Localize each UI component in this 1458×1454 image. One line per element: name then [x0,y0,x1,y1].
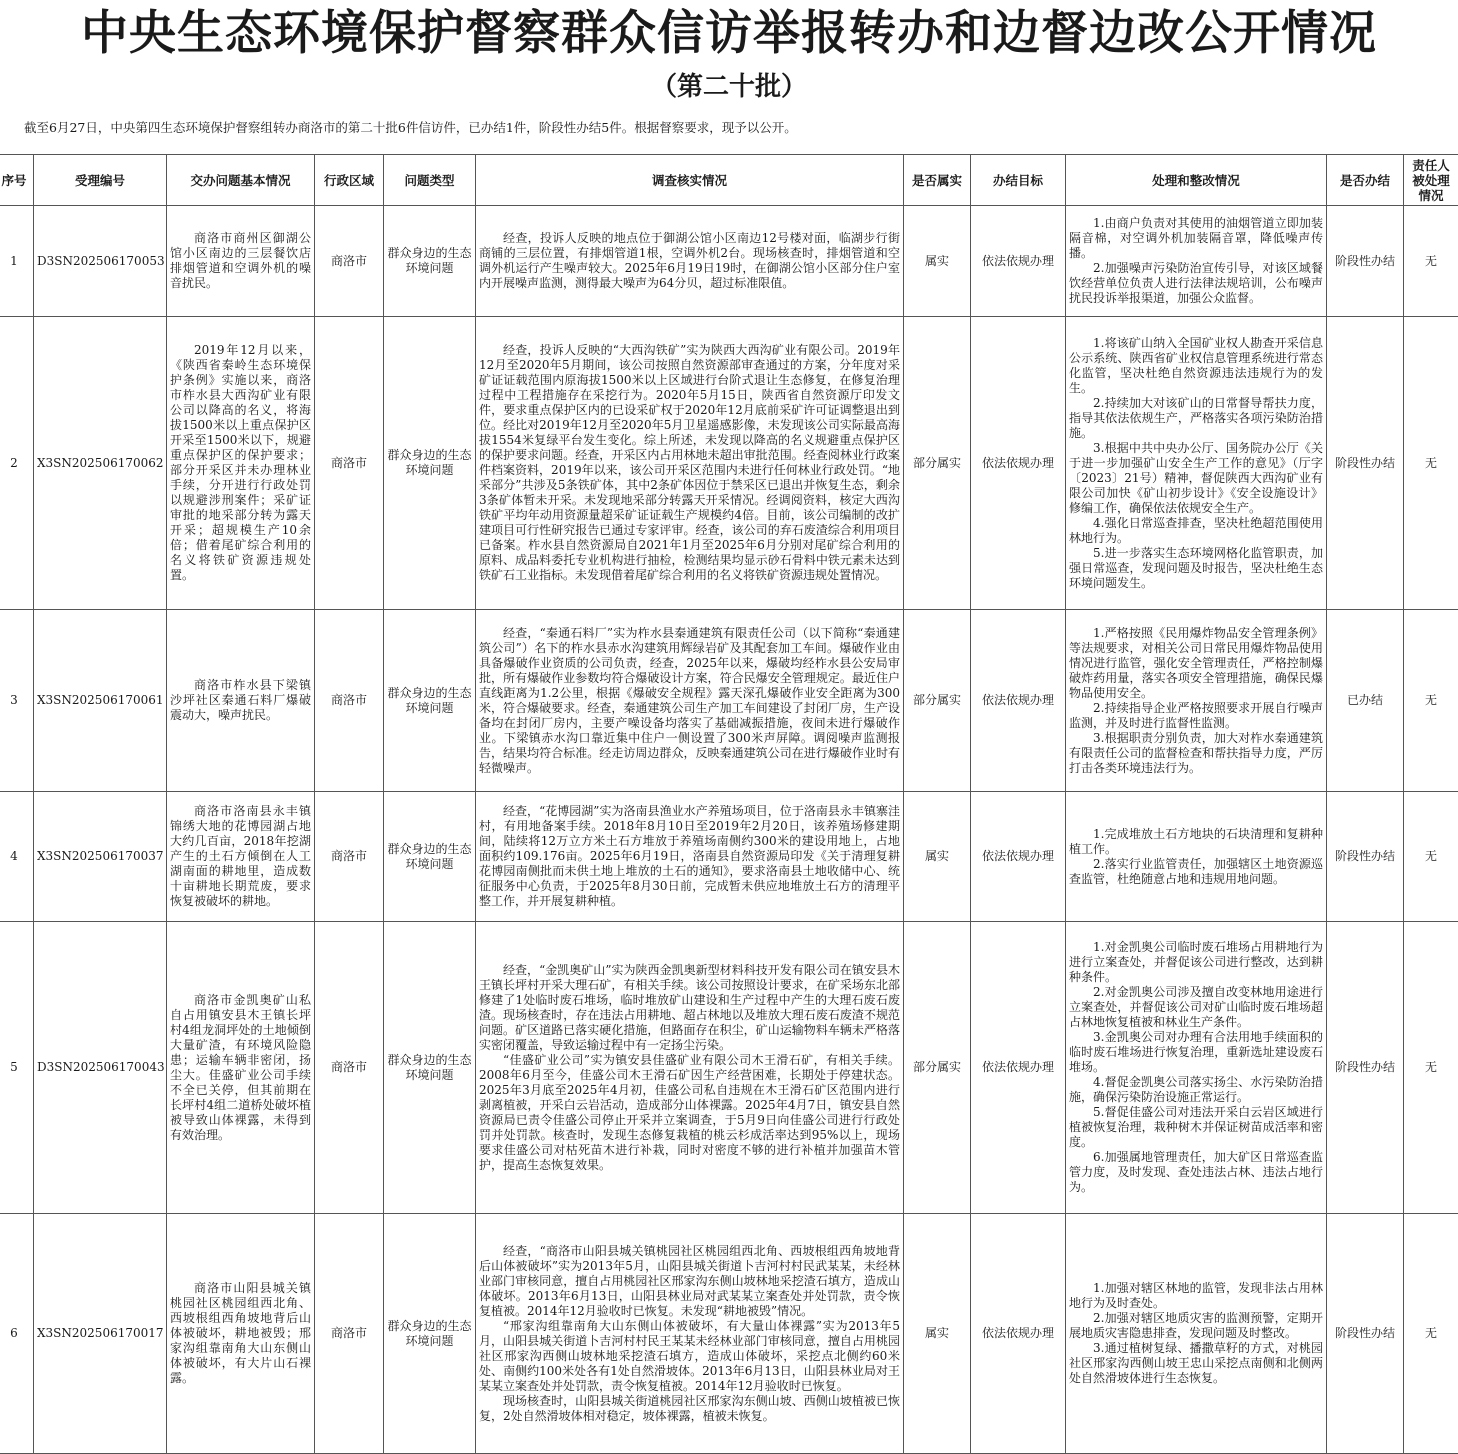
cell-description [167,1214,315,1454]
cell-responsible: 无 [1404,1214,1458,1454]
cell-no: 1 [0,206,34,317]
paragraph: 3.根据职责分别负责，加大对柞水秦通建筑有限责任公司的监督检查和帮扶指导力度，严厉打击各类环境违法行为。 [1069,731,1323,776]
paragraph: 5.督促佳盛公司对违法开采白云岩区域进行植被恢复治理，栽种树木并保证树苗成活率和密度。 [1069,1105,1323,1150]
cell-type: 群众身边的生态环境问题 [384,1214,476,1454]
column-header: 是否办结 [1327,155,1404,206]
table-row [0,792,1458,922]
paragraph: 3.金凯奥公司对办理有合法用地手续面积的临时废石堆场进行恢复治理，重新选址建设废石堆场。 [1069,1030,1323,1075]
paragraph: 商洛市柞水县下梁镇沙坪社区秦通石料厂爆破震动大，噪声扰民。 [170,678,311,723]
cell-done: 阶段性办结 [1327,317,1404,610]
cell-responsible: 无 [1404,317,1458,610]
column-header: 序号 [0,155,34,206]
column-header: 问题类型 [384,155,476,206]
paragraph: 经查，“花博园湖”实为洛南县渔业水产养殖场项目，位于洛南县永丰镇寨洼村，有用地备案手续。2018年8月10日至2019年2月20日，该养殖场修建期间，陆续将12万立方米土石方堆放于养殖场南侧约300米的建设用地上，占地面积约109.176亩。2025年6月19日，洛南县自然资源局印发《关于清理复耕花博园南侧批而未供土地上堆放的土石的通知》，要求洛南县土地收储中心、统征服务中心负责，于2025年8月30日前，完成暂未供应地堆放土石方的清理平整工作，并开展复耕种植。 [479,804,900,909]
paragraph: 2.对金凯奥公司涉及擅自改变林地用途进行立案查处，并督促该公司对矿山临时废石堆场超占林地恢复植被和林业生产条件。 [1069,985,1323,1030]
paragraph: 经查，“秦通石料厂”实为柞水县秦通建筑有限责任公司（以下简称“秦通建筑公司”）名下的柞水县赤水沟建筑用辉绿岩矿及其配套加工车间。爆破作业由具备爆破作业资质的公司负责，经查，2025年以来，爆破均经柞水县公安局审批，所有爆破作业参数均符合爆破设计方案，符合民爆安全管理规定。最近住户直线距离为1.2公里，根据《爆破安全规程》露天深孔爆破作业安全距离为300米，符合爆破要求。经查，秦通建筑公司生产加工车间建设了封闭厂房，生产设备均在封闭厂房内，主要产噪设备均落实了基础减振措施，夜间未进行爆破作业。下梁镇赤水沟口靠近集中住户一侧设置了300米声屏障。调阅噪声监测报告，结果均符合标准。经走访周边群众，反映秦通建筑公司在进行爆破作业时有轻微噪声。 [479,626,900,776]
paragraph: 商洛市洛南县永丰镇锦绣大地的花博园湖占地大约几百亩，2018年挖湖产生的土石方倾倒在人工湖南面的耕地里，造成数十亩耕地长期荒废，要求恢复被破坏的耕地。 [170,804,311,909]
cell-type: 群众身边的生态环境问题 [384,792,476,922]
paragraph: 1.严格按照《民用爆炸物品安全管理条例》等法规要求，对相关公司日常民用爆炸物品使用情况进行监管，强化安全管理责任，严格控制爆破炸药用量，落实各项安全管理措施，确保民爆物品使用安全。 [1069,626,1323,701]
column-header: 调查核实情况 [476,155,904,206]
paragraph: 6.加强属地管理责任，加大矿区日常巡查监管力度，及时发现、查处违法占林、违法占地行为。 [1069,1150,1323,1195]
cell-handling [1066,1214,1327,1454]
paragraph: 经查，投诉人反映的地点位于御湖公馆小区南边12号楼对面，临湖步行街商铺的三层位置，有排烟管道1根，空调外机2台。现场核查时，排烟管道和空调外机运行产生噪声较大。2025年6月19日19时，在御湖公馆小区部分住户室内开展噪声监测，测得最大噪声为64分贝，超过标准限值。 [479,231,900,291]
table-row [0,610,1458,792]
cell-type: 群众身边的生态环境问题 [384,922,476,1214]
paragraph: 商洛市山阳县城关镇桃园社区桃园组西北角、西坡根组西角坡地背后山体被破坏，耕地被毁；邢家沟组靠南角大山东侧山体被破坏，有大片山石裸露。 [170,1281,311,1386]
paragraph: “邢家沟组靠南角大山东侧山体被破坏，有大量山体裸露”实为2013年5月，山阳县城关街道卜吉河村村民王某某未经林业部门审核同意，擅自占用桃园社区邢家沟西侧山坡林地采挖渣石填方，造成山体破坏，采挖点北侧约60米处、南侧约100米处各有1处自然滑坡体。2013年6月13日，山阳县林业局对王某某立案查处并处罚款，责令恢复植被。2014年12月验收时已恢复。 [479,1319,900,1394]
cell-id: X3SN202506170017 [34,1214,167,1454]
column-header: 责任人被处理情况 [1404,155,1458,206]
paragraph: 2.持续指导企业严格按照要求开展自行噪声监测，并及时进行监督性监测。 [1069,701,1323,731]
cell-type: 群众身边的生态环境问题 [384,610,476,792]
cell-region: 商洛市 [315,206,384,317]
cell-no: 2 [0,317,34,610]
paragraph: 经查，投诉人反映的“大西沟铁矿”实为陕西大西沟矿业有限公司。2019年12月至2020年5月期间，该公司按照自然资源部审查通过的方案，分年度对采矿证证载范围内原海拔1500米以上区域进行台阶式退让生态修复，在修复治理过程中工程措施存在采挖行为。2020年5月15日，陕西省自然资源厅印发文件，要求重点保护区内的已设采矿权于2020年12月底前采矿许可证调整退出到位。经比对2019年12月至2020年5月卫星遥感影像，未发现该公司实际最高海拔1554米复绿平台发生变化。综上所述，未发现以降高的名义规避重点保护区的保护要求问题。经查，开采区内占用林地未超出审批范围。经查阅林业行政案件档案资料，2019年以来，该公司开采区范围内未进行任何林业行政处罚。“地采部分”共涉及5条铁矿体，其中2条矿体因位于禁采区已退出并恢复生态，剩余3条矿体暂未开采。未发现地采部分转露天开采情况。经调阅资料，核定大西沟铁矿平均年动用资源量超采矿证证载生产规模约4倍。目前，该公司编制的改扩建项目可行性研究报告已通过专家评审。经查，该公司的弃石废渣综合利用项目已备案。柞水县自然资源局自2021年1月至2025年6月分别对尾矿综合利用的原料、成品料委托专业机构进行抽检，检测结果均显示砂石骨料中铁元素未达到铁矿石工业指标。未发现借着尾矿综合利用的名义将铁矿资源违规处置情况。 [479,343,900,583]
paragraph: 商洛市商州区御湖公馆小区南边的三层餐饮店排烟管道和空调外机的噪音扰民。 [170,231,311,291]
cell-done: 阶段性办结 [1327,1214,1404,1454]
petition-table [0,154,1458,1454]
page-title: 中央生态环境保护督察群众信访举报转办和边督边改公开情况 [0,2,1458,66]
cell-done: 阶段性办结 [1327,792,1404,922]
cell-truth: 部分属实 [904,610,971,792]
paragraph: 3.根据中共中央办公厅、国务院办公厅《关于进一步加强矿山安全生产工作的意见》（厅字〔2023〕21号）精神，督促陕西大西沟矿业有限公司加快《矿山初步设计》《安全设施设计》修编工作，确保依法依规安全生产。 [1069,441,1323,516]
cell-investigation [476,1214,904,1454]
cell-investigation [476,792,904,922]
cell-truth: 部分属实 [904,922,971,1214]
cell-goal: 依法依规办理 [971,792,1066,922]
column-header: 行政区域 [315,155,384,206]
table-header-row [0,155,1458,206]
cell-goal: 依法依规办理 [971,317,1066,610]
cell-no: 5 [0,922,34,1214]
cell-handling [1066,206,1327,317]
paragraph: 2.落实行业监管责任，加强辖区土地资源巡查监管，杜绝随意占地和违规用地问题。 [1069,857,1323,887]
table-row [0,206,1458,317]
cell-goal: 依法依规办理 [971,1214,1066,1454]
cell-responsible: 无 [1404,922,1458,1214]
intro-text: 截至6月27日，中央第四生态环境保护督察组转办商洛市的第二十批6件信访件，已办结1件，阶段性办结5件。根据督察要求，现予以公开。 [24,119,1444,137]
cell-id: X3SN202506170061 [34,610,167,792]
cell-description [167,922,315,1214]
cell-truth: 属实 [904,1214,971,1454]
cell-truth: 属实 [904,792,971,922]
paragraph: 1.由商户负责对其使用的油烟管道立即加装隔音棉，对空调外机加装隔音罩，降低噪声传播。 [1069,216,1323,261]
cell-handling [1066,610,1327,792]
cell-done: 阶段性办结 [1327,922,1404,1214]
paragraph: 1.对金凯奥公司临时废石堆场占用耕地行为进行立案查处，并督促该公司进行整改，达到耕种条件。 [1069,940,1323,985]
paragraph: 商洛市金凯奥矿山私自占用镇安县木王镇长坪村4组龙洞坪处的土地倾倒大量矿渣，有环境风险隐患；运输车辆非密闭，扬尘大。佳盛矿业公司手续不全已关停，但其前期在长坪村4组二道桥处破坏植被导致山体裸露，未得到有效治理。 [170,993,311,1143]
cell-responsible: 无 [1404,610,1458,792]
cell-region: 商洛市 [315,922,384,1214]
table-row [0,317,1458,610]
cell-handling [1066,317,1327,610]
cell-done: 阶段性办结 [1327,206,1404,317]
column-header: 交办问题基本情况 [167,155,315,206]
paragraph: 4.督促金凯奥公司落实扬尘、水污染防治措施，确保污染防治设施正常运行。 [1069,1075,1323,1105]
cell-description [167,610,315,792]
paragraph: 1.将该矿山纳入全国矿业权人勘查开采信息公示系统、陕西省矿业权信息管理系统进行常态化监管，坚决杜绝自然资源违法违规行为的发生。 [1069,336,1323,396]
paragraph: 1.完成堆放土石方地块的石块清理和复耕种植工作。 [1069,827,1323,857]
cell-handling [1066,792,1327,922]
table-row [0,922,1458,1214]
paragraph: 现场核查时，山阳县城关街道桃园社区邢家沟东侧山坡、西侧山坡植被已恢复，2处自然滑坡体相对稳定，坡体裸露，植被未恢复。 [479,1394,900,1424]
paragraph: 4.强化日常巡查排查，坚决杜绝超范围使用林地行为。 [1069,516,1323,546]
paragraph: 5.进一步落实生态环境网格化监管职责，加强日常巡查，发现问题及时报告，坚决杜绝生态环境问题发生。 [1069,546,1323,591]
cell-type: 群众身边的生态环境问题 [384,317,476,610]
cell-region: 商洛市 [315,317,384,610]
cell-goal: 依法依规办理 [971,922,1066,1214]
column-header: 受理编号 [34,155,167,206]
cell-goal: 依法依规办理 [971,206,1066,317]
cell-no: 6 [0,1214,34,1454]
paragraph: “佳盛矿业公司”实为镇安县佳盛矿业有限公司木王滑石矿，有相关手续。2008年6月至今，佳盛公司木王滑石矿因生产经营困难，长期处于停建状态。2025年3月底至2025年4月初，佳盛公司私自违规在木王滑石矿区范围内进行剥离植被，开采白云岩活动，造成部分山体裸露。2025年4月7日，镇安县自然资源局已责令佳盛公司停止开采并立案调查，于5月9日向佳盛公司进行行政处罚并处罚款。核查时，发现生态修复栽植的桃云杉成活率达到95%以上，现场要求佳盛公司对枯死苗木进行补栽，同时对密度不够的进行补植并加强苗木管护，提高生态恢复效果。 [479,1053,900,1173]
paragraph: 1.加强对辖区林地的监管，发现非法占用林地行为及时查处。 [1069,1281,1323,1311]
cell-id: X3SN202506170037 [34,792,167,922]
cell-description [167,317,315,610]
cell-no: 4 [0,792,34,922]
cell-truth: 部分属实 [904,317,971,610]
paragraph: 2.持续加大对该矿山的日常督导帮扶力度，指导其依法依规生产，严格落实各项污染防治措施。 [1069,396,1323,441]
paragraph: 经查，“金凯奥矿山”实为陕西金凯奥新型材料科技开发有限公司在镇安县木王镇长坪村开采大理石矿，有相关手续。该公司按照设计要求，在矿采场东北部修建了1处临时废石堆场，临时堆放矿山建设和生产过程中产生的大理石废石废渣。现场核查时，存在违法占用耕地、超占林地以及堆放大理石废石废渣不规范问题。矿区道路已落实硬化措施，但路面存在积尘，矿山运输物料车辆未严格落实密闭覆盖，导致运输过程中有一定扬尘污染。 [479,963,900,1053]
cell-region: 商洛市 [315,610,384,792]
table-row [0,1214,1458,1454]
cell-responsible: 无 [1404,792,1458,922]
cell-handling [1066,922,1327,1214]
cell-description [167,206,315,317]
column-header: 办结目标 [971,155,1066,206]
paragraph: 2.加强对辖区地质灾害的监测预警，定期开展地质灾害隐患排查，发现问题及时整改。 [1069,1311,1323,1341]
cell-id: D3SN202506170043 [34,922,167,1214]
cell-truth: 属实 [904,206,971,317]
paragraph: 2019年12月以来，《陕西省秦岭生态环境保护条例》实施以来，商洛市柞水县大西沟矿业有限公司以降高的名义，将海拔1500米以上重点保护区开采至1500米以下，规避重点保护区的保护要求；部分开采区并未办理林业手续，分开进行行政处罚以规避涉刑案件；采矿证审批的地采部分转为露天开采；超规模生产10余倍；借着尾矿综合利用的名义将铁矿资源违规处置。 [170,343,311,583]
cell-done: 已办结 [1327,610,1404,792]
cell-id: D3SN202506170053 [34,206,167,317]
cell-investigation [476,922,904,1214]
paragraph: 3.通过植树复绿、播撒草籽的方式，对桃园社区邢家沟西侧山坡王忠山采挖点南侧和北侧两处自然滑坡体进行生态恢复。 [1069,1341,1323,1386]
cell-description [167,792,315,922]
cell-investigation [476,610,904,792]
cell-type: 群众身边的生态环境问题 [384,206,476,317]
cell-id: X3SN202506170062 [34,317,167,610]
page-subtitle: （第二十批） [0,68,1458,106]
table-body [0,206,1458,1454]
cell-responsible: 无 [1404,206,1458,317]
paragraph: 2.加强噪声污染防治宣传引导，对该区域餐饮经营单位负责人进行法律法规培训，公布噪声扰民投诉举报渠道，加强公众监督。 [1069,261,1323,306]
cell-no: 3 [0,610,34,792]
cell-goal: 依法依规办理 [971,610,1066,792]
cell-investigation [476,317,904,610]
cell-region: 商洛市 [315,1214,384,1454]
cell-region: 商洛市 [315,792,384,922]
paragraph: 经查，“商洛市山阳县城关镇桃园社区桃园组西北角、西坡根组西角坡地背后山体被破坏”实为2013年5月，山阳县城关街道卜吉河村村民武某某，未经林业部门审核同意，擅自占用桃园社区邢家沟东侧山坡林地采挖渣石填方，造成山体破坏。2013年6月13日，山阳县林业局对武某某立案查处并处罚款，责令恢复植被。2014年12月验收时已恢复。未发现“耕地被毁”情况。 [479,1244,900,1319]
column-header: 处理和整改情况 [1066,155,1327,206]
cell-investigation [476,206,904,317]
column-header: 是否属实 [904,155,971,206]
